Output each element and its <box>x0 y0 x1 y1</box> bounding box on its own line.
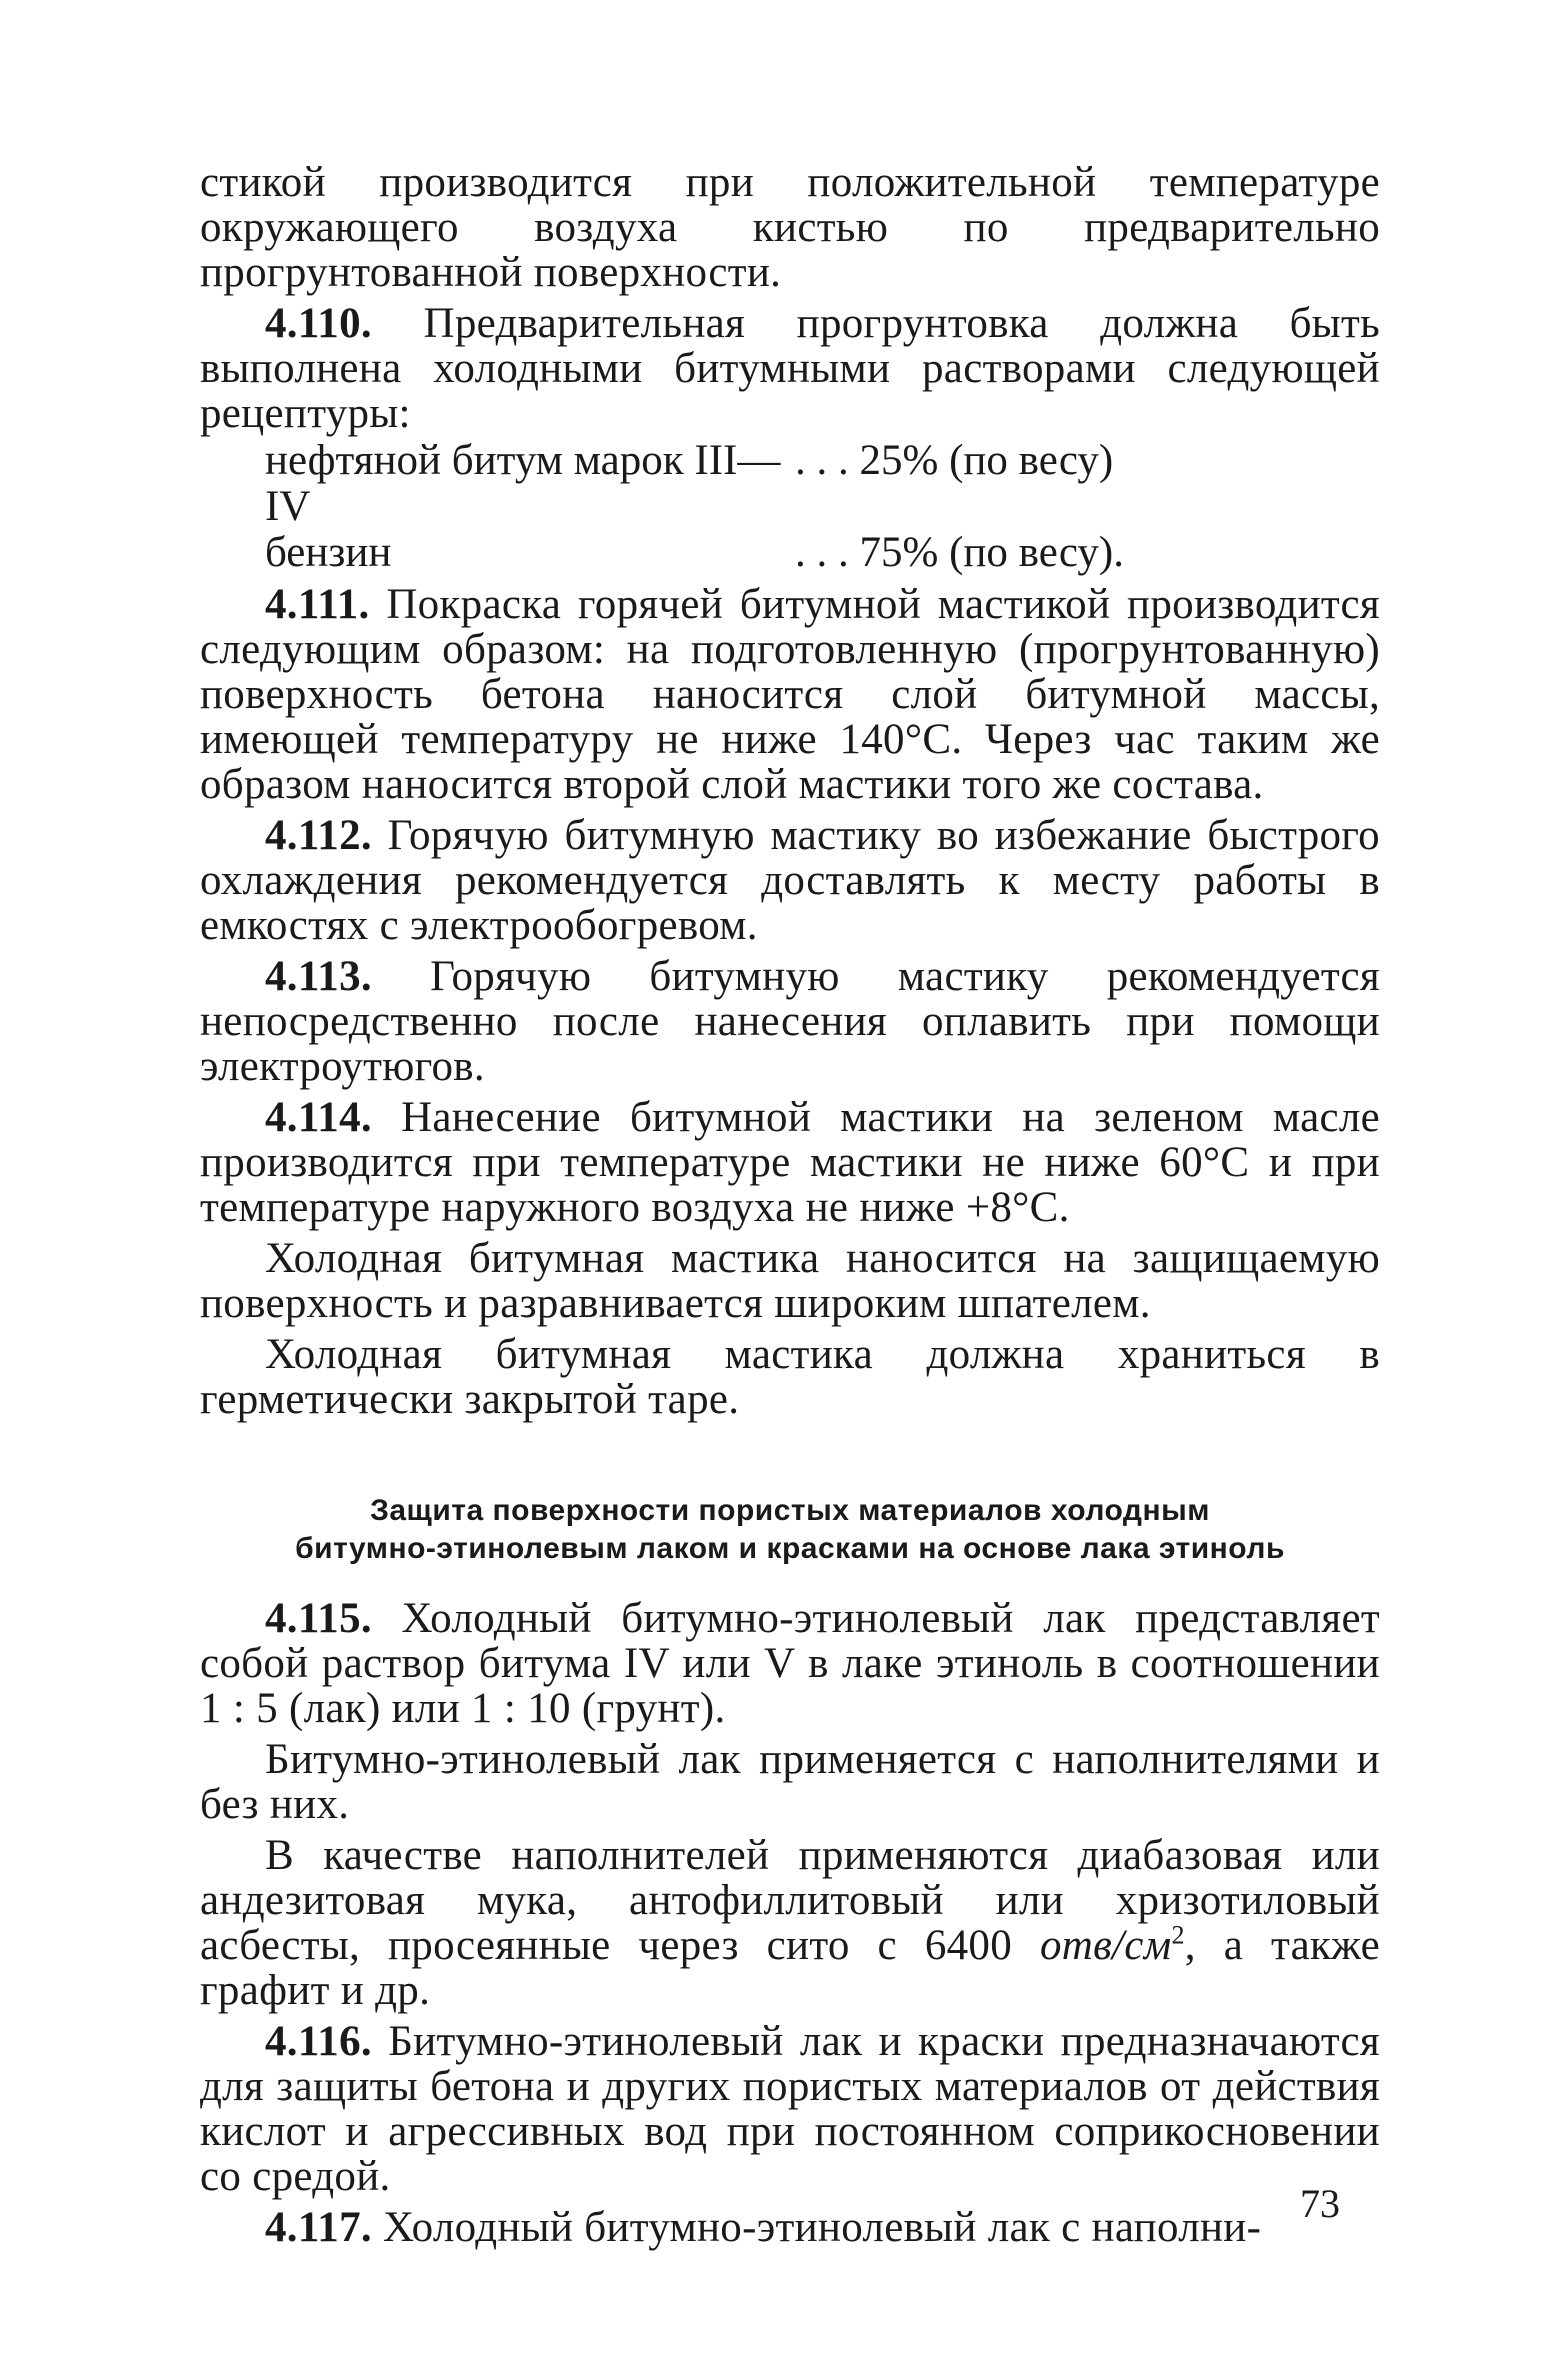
clause-number: 4.111. <box>265 581 370 628</box>
section-heading-line: Защита поверхности пористых материалов холодным <box>370 1494 1210 1527</box>
paragraph-4-116 <box>200 2019 1380 2199</box>
clause-text: Холодный битумно-этинолевый лак с наполни- <box>383 2204 1262 2251</box>
section-heading <box>200 1492 1380 1568</box>
paragraph-fillers-list <box>200 1833 1380 2013</box>
clause-number: 4.116. <box>265 2018 372 2065</box>
fillers-text: В качестве наполнителей применяются диабазовая или андезитовая мука, антофиллитовый или хризотиловый асбесты, просеянные через сито с 6400 <box>200 1832 1380 1969</box>
clause-text: Холодный битумно-этинолевый лак представляет собой раствор битума IV или V в лаке этиноль в соотношении 1 : 5 (лак) или 1 : 10 (грунт). <box>200 1595 1380 1732</box>
page-number: 73 <box>1300 2181 1340 2226</box>
clause-number: 4.113. <box>265 953 372 1000</box>
paragraph-cold-mastic-apply: Холодная битумная мастика наносится на защищаемую поверхность и разравнивается широким шпателем. <box>200 1235 1380 1327</box>
clause-number: 4.110. <box>265 300 372 347</box>
paragraph-fillers-usage: Битумно-этинолевый лак применяется с наполнителями и без них. <box>200 1736 1380 1828</box>
paragraph-4-111 <box>200 582 1380 807</box>
recipe-name: бензин <box>265 529 392 576</box>
clause-text: Горячую битумную мастику во избежание быстрого охлаждения рекомендуется доставлять к месту работы в емкостях с электрообогревом. <box>200 812 1380 949</box>
clause-number: 4.112. <box>265 812 372 859</box>
paragraph-cold-mastic-storage: Холодная битумная мастика должна храниться в герметически закрытой таре. <box>200 1331 1380 1423</box>
paragraph-4-114 <box>200 1095 1380 1230</box>
clause-number: 4.114. <box>265 1094 372 1141</box>
paragraph-4-117 <box>200 2205 1380 2250</box>
paragraph-continuation: стикой производится при положительной температуре окружающего воздуха кистью по предварительно прогрунтованной поверхности. <box>200 159 1380 296</box>
clause-text: Горячую битумную мастику рекомендуется непосредственно после нанесения оплавить при помощи электроутюгов. <box>200 953 1380 1090</box>
recipe-row <box>265 438 1380 530</box>
unit-text: отв/см <box>1039 1922 1172 1969</box>
recipe-value: . . . 75% (по весу). <box>795 529 1124 576</box>
clause-number: 4.115. <box>265 1595 372 1642</box>
recipe-value: . . . 25% (по весу) <box>795 437 1114 484</box>
recipe-name: нефтяной битум марок III—IV <box>265 437 781 530</box>
paragraph-4-115 <box>200 1596 1380 1731</box>
page-body <box>200 160 1380 2250</box>
paragraph-4-113 <box>200 954 1380 1089</box>
clause-text: Нанесение битумной мастики на зеленом масле производится при температуре мастики не ниже 60°С и при температуре наружного воздуха не ниже +8°С. <box>200 1094 1380 1231</box>
paragraph-4-110 <box>200 301 1380 436</box>
clause-text: Предварительная прогрунтовка должна быть выполнена холодными битумными растворами следующей рецептуры: <box>200 300 1380 437</box>
clause-number: 4.117. <box>265 2204 372 2251</box>
clause-text: Покраска горячей битумной мастикой производится следующим образом: на подготовленную (прогрунтованную) поверхность бетона наносится слой битумной массы, имеющей температуру не ниже 140°С. Через час таким же образом наносится второй слой мастики того же состава. <box>200 581 1380 808</box>
fillers-text-end: , а также графит и др. <box>200 1922 1380 2014</box>
recipe-row <box>265 530 1380 576</box>
section-heading-line: битумно-этинолевым лаком и красками на основе лака этиноль <box>295 1532 1285 1565</box>
paragraph-4-112 <box>200 813 1380 948</box>
recipe-table <box>265 438 1380 576</box>
unit-superscript: 2 <box>1171 1920 1185 1950</box>
clause-text: Битумно-этинолевый лак и краски предназначаются для защиты бетона и других пористых материалов от действия кислот и агрессивных вод при постоянном соприкосновении со средой. <box>200 2018 1380 2200</box>
